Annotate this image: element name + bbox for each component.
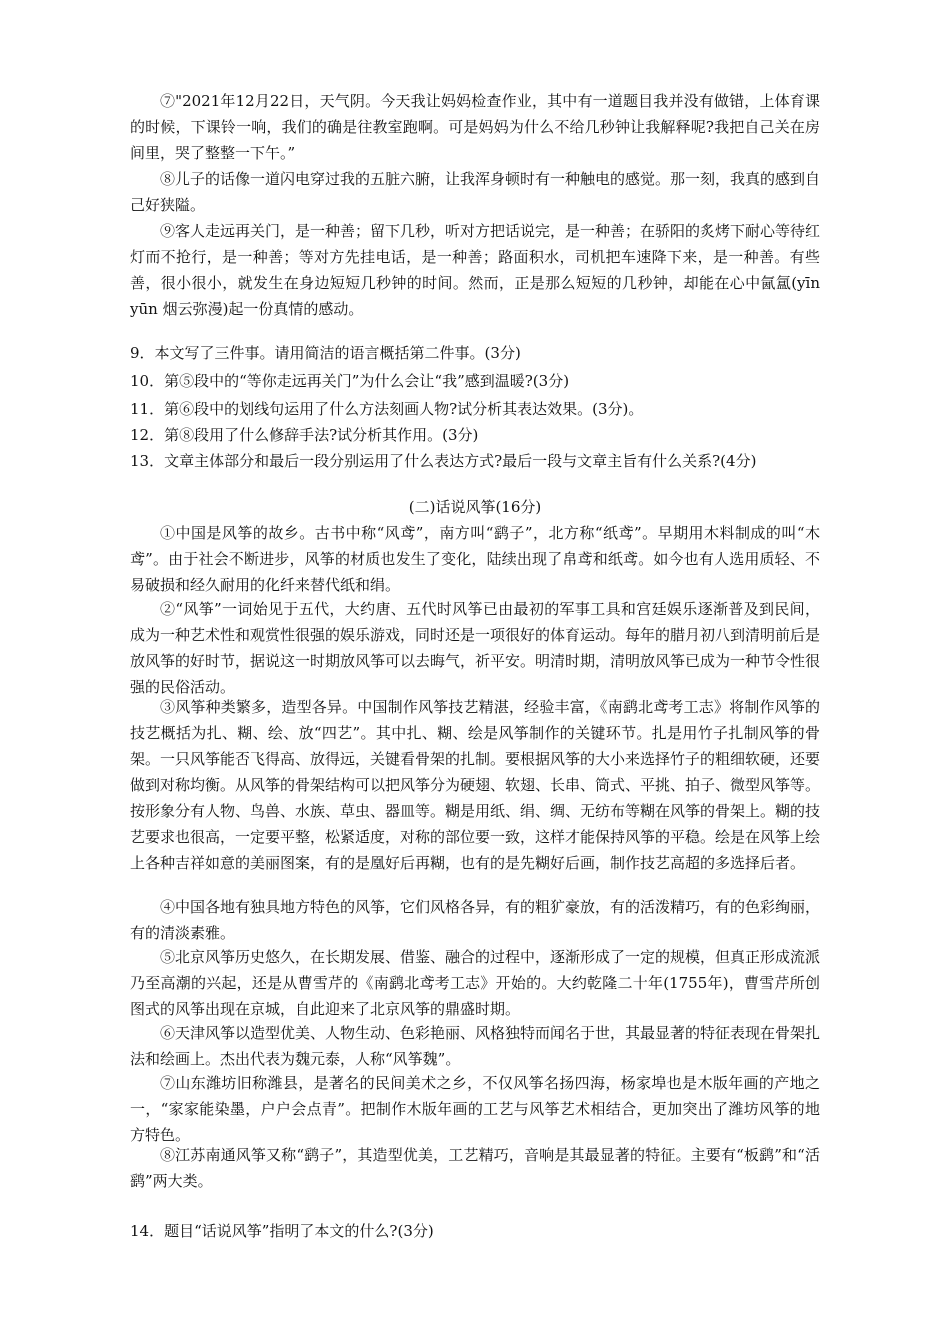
article2-paragraph-7: ⑦山东潍坊旧称潍县，是著名的民间美术之乡，不仅风筝名扬四海，杨家埠也是木版年画的产地之一，“家家能染墨，户户会点青”。把制作木版年画的工艺与风筝艺术相结合，更加突出了潍坊风筝的地方特色。 <box>130 1074 820 1144</box>
article1-paragraph-7: ⑦"2021年12月22日，天气阴。今天我让妈妈检查作业，其中有一道题目我并没有做错，上体育课的时候，下课铃一响，我们的确是往教室跑啊。可是妈妈为什么不给几秒钟让我解释呢?我把自己关在房间里，哭了整整一下午。” <box>130 92 820 162</box>
article2-paragraph-8: ⑧江苏南通风筝又称“鹞子”，其造型优美，工艺精巧，音响是其最显著的特征。主要有“板鹞”和“活鹞”两大类。 <box>130 1146 820 1190</box>
question-14: 14．题目“话说风筝”指明了本文的什么?(3分) <box>130 1222 434 1240</box>
question-12: 12．第⑧段用了什么修辞手法?试分析其作用。(3分) <box>130 426 479 444</box>
article2-paragraph-6: ⑥天津风筝以造型优美、人物生动、色彩艳丽、风格独特而闻名于世，其最显著的特征表现在骨架扎法和绘画上。杰出代表为魏元泰，人称“风筝魏”。 <box>130 1024 821 1068</box>
article1-paragraph-9: ⑨客人走远再关门，是一种善；留下几秒，听对方把话说完，是一种善；在骄阳的炙烤下耐心等待红灯而不抢行，是一种善；等对方先挂电话，是一种善；路面积水，司机把车速降下来，是一种善。有些善，很小很小，就发生在身边短短几秒钟的时间。然而，正是那么短短的几秒钟，却能在心中氤氲(yīn yūn 烟云弥漫)起一份真情的感动。 <box>130 222 821 318</box>
article2-paragraph-2: ②“风筝”一词始见于五代，大约唐、五代时风筝已由最初的军事工具和宫廷娱乐逐渐普及到民间，成为一种艺术性和观赏性很强的娱乐游戏，同时还是一项很好的体育运动。每年的腊月初八到清明前后是放风筝的好时节，据说这一时期放风筝可以去晦气，祈平安。明清时期，清明放风筝已成为一种节令性很强的民俗活动。 <box>130 600 821 696</box>
article2-paragraph-1: ①中国是风筝的故乡。古书中称“风鸢”，南方叫“鹞子”，北方称“纸鸢”。早期用木料制成的叫“木鸢”。由于社会不断进步，风筝的材质也发生了变化，陆续出现了帛鸢和纸鸢。如今也有人选用质轻、不易破损和经久耐用的化纤来替代纸和绢。 <box>130 524 820 594</box>
question-11: 11．第⑥段中的划线句运用了什么方法刻画人物?试分析其表达效果。(3分)。 <box>130 400 644 418</box>
article1-paragraph-8: ⑧儿子的话像一道闪电穿过我的五脏六腑，让我浑身顿时有一种触电的感觉。那一刻，我真的感到自己好狭隘。 <box>130 170 821 214</box>
question-10: 10．第⑤段中的“等你走远再关门”为什么会让“我”感到温暖?(3分) <box>130 372 570 390</box>
article2-paragraph-4: ④中国各地有独具地方特色的风筝，它们风格各异，有的粗犷豪放，有的活泼精巧，有的色彩绚丽，有的清淡素雅。 <box>130 898 821 942</box>
article2-paragraph-5: ⑤北京风筝历史悠久，在长期发展、借鉴、融合的过程中，逐渐形成了一定的规模，但真正形成流派乃至高潮的兴起，还是从曹雪芹的《南鹞北鸢考工志》开始的。大约乾隆二十年(1755年)，曹雪芹所创图式的风筝出现在京城，自此迎来了北京风筝的鼎盛时期。 <box>130 948 821 1018</box>
article2-title: (二)话说风筝(16分) <box>408 498 542 516</box>
question-13: 13．文章主体部分和最后一段分别运用了什么表达方式?最后一段与文章主旨有什么关系?(4分) <box>130 452 757 470</box>
question-9: 9．本文写了三件事。请用简洁的语言概括第二件事。(3分) <box>130 344 521 362</box>
article2-paragraph-3: ③风筝种类繁多，造型各异。中国制作风筝技艺精湛，经验丰富，《南鹞北鸢考工志》将制作风筝的技艺概括为扎、糊、绘、放“四艺”。其中扎、糊、绘是风筝制作的关键环节。扎是用竹子扎制风筝的骨架。一只风筝能否飞得高、放得远，关键看骨架的扎制。要根据风筝的大小来选择竹子的粗细软硬，还要做到对称均衡。从风筝的骨架结构可以把风筝分为硬翅、软翅、长串、筒式、平挑、拍子、微型风筝等。按形象分有人物、鸟兽、水族、草虫、器皿等。糊是用纸、绢、绸、无纺布等糊在风筝的骨架上。糊的技艺要求也很高，一定要平整，松紧适度，对称的部位要一致，这样才能保持风筝的平稳。绘是在风筝上绘上各种吉祥如意的美丽图案，有的是凰好后再糊，也有的是先糊好后画，制作技艺高超的多选择后者。 <box>130 698 821 872</box>
